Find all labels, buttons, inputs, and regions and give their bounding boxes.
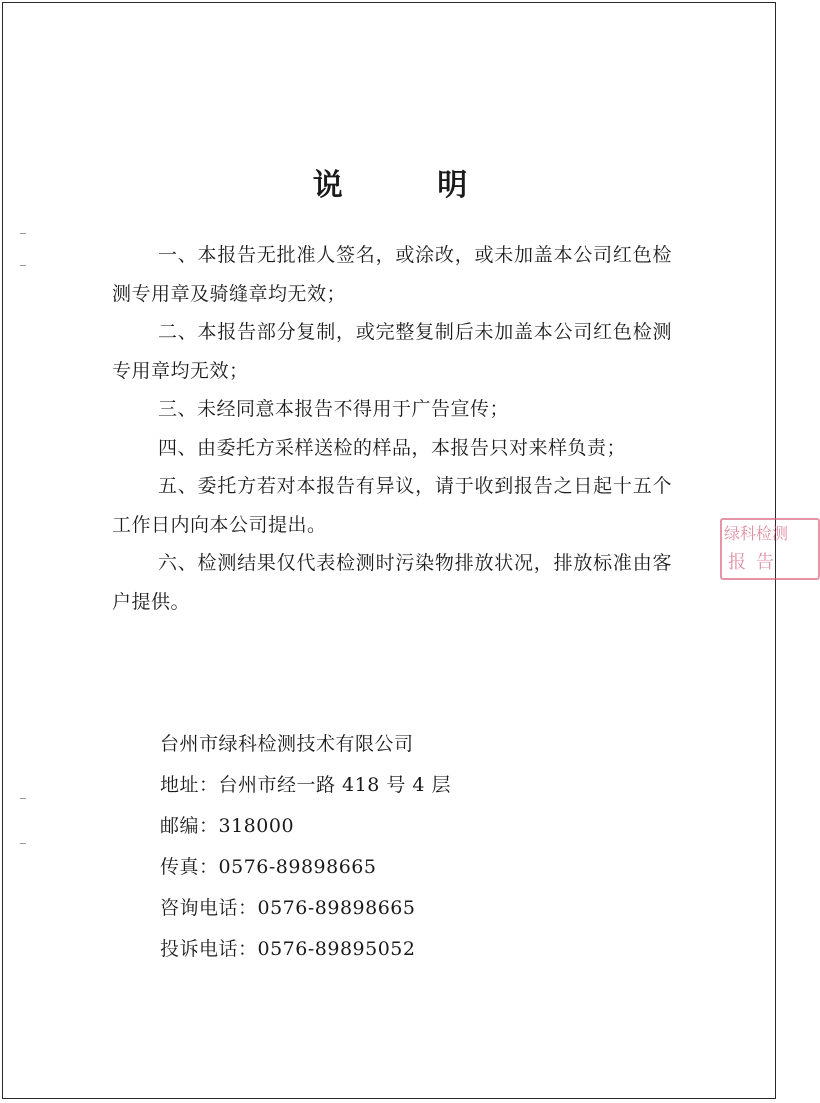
clause-2: 二、本报告部分复制，或完整复制后未加盖本公司红色检测专用章均无效； [112, 321, 672, 382]
seam-stamp-fragment [718, 518, 789, 580]
clause-5: 五、委托方若对本报告有异议，请于收到报告之日起十五个工作日内向本公司提出。 [112, 475, 672, 536]
clause-3: 三、未经同意本报告不得用于广告宣传； [158, 398, 510, 420]
page-title: 说 明 [312, 168, 510, 204]
company-inquiry-phone: 咨询电话：0576-89898665 [160, 897, 416, 919]
scan-mark [20, 265, 26, 266]
notice-clauses [112, 236, 672, 621]
company-contact-block [160, 724, 660, 970]
scan-mark [20, 798, 26, 799]
company-complaint-phone: 投诉电话：0576-89895052 [160, 938, 416, 960]
company-address: 地址：台州市经一路 418 号 4 层 [160, 774, 452, 796]
stamp-text-line1: 绿科检测 [724, 524, 789, 543]
clause-4: 四、由委托方采样送检的样品，本报告只对来样负责； [158, 436, 627, 459]
company-fax: 传真：0576-89898665 [160, 856, 377, 878]
scan-mark [20, 843, 26, 844]
clause-6: 六、检测结果仅代表检测时污染物排放状况，排放标准由客户提供。 [112, 552, 672, 613]
stamp-text-line2: 报告 [728, 552, 784, 573]
company-postcode: 邮编：318000 [160, 815, 295, 837]
clause-1: 一、本报告无批准人签名，或涂改，或未加盖本公司红色检测专用章及骑缝章均无效； [112, 244, 672, 305]
scan-mark [20, 233, 26, 234]
company-name: 台州市绿科检测技术有限公司 [160, 733, 414, 755]
